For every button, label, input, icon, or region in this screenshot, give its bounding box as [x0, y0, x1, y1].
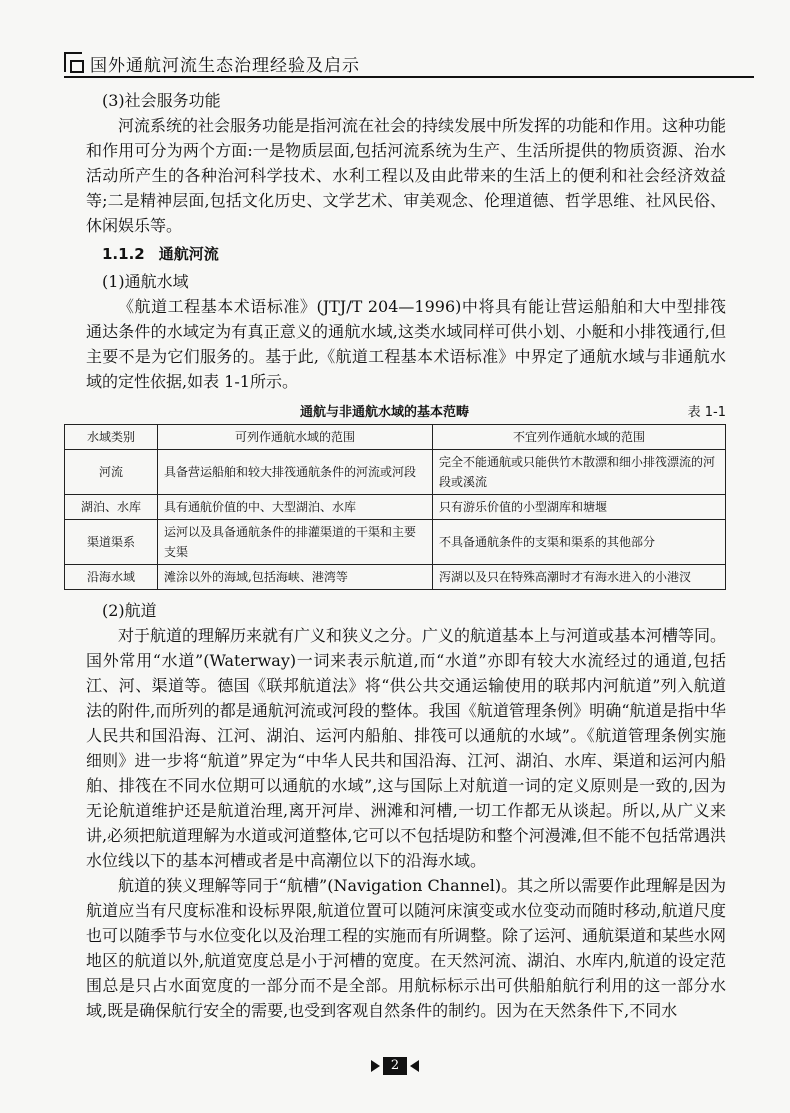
- table-cell-navigable: 具备营运船舶和较大排筏通航条件的河流或河段: [158, 450, 433, 495]
- table-number: 表 1-1: [687, 405, 726, 420]
- table-title: 通航与非通航水域的基本范畴: [300, 405, 470, 420]
- paragraph-channel-narrow: 航道的狭义理解等同于“航槽”(Navigation Channel)。其之所以需要作此理解是因为航道应当有尺度标准和设标界限,航道位置可以随河床演变或水位变动而随时移动,航道尺度也可以随季节与水位变化以及治理工程的实施而有所调整。除了运河、通航渠道和某些水网地区的航道以外,航道宽度总是小于河槽的宽度。在天然河流、湖泊、水库内,航道的设定范围总是只占水面宽度的一部分而不是全部。用航标标示出可供船舶航行利用的这一部分水域,既是确保航行安全的需要,也受到客观自然条件的制约。因为在天然条件下,不同水: [86, 876, 727, 1020]
- paragraph-navigable-waters: 《航道工程基本术语标准》(JTJ/T 204—1996)中将具有能让营运船舶和大中型排筏通达条件的水域定为有真正意义的通航水域,这类水域同样可供小划、小艇和小排筏通行,但主要不是为它们服务的。基于此,《航道工程基本术语标准》中界定了通航水域与非通航水域的定性依据,如表 1-1所示。: [86, 297, 726, 391]
- page-body: [80, 88, 727, 1023]
- table-row: [65, 565, 726, 590]
- table-header-cell: 不宜列作通航水域的范围: [433, 425, 726, 450]
- subsection-heading-navigable-waters: (1)通航水域: [102, 272, 189, 291]
- triangle-left-icon: [410, 1060, 419, 1072]
- section-number: 1.1.2: [102, 245, 145, 263]
- table-header-row: [65, 425, 726, 450]
- paragraph-social-function: 河流系统的社会服务功能是指河流在社会的持续发展中所发挥的功能和作用。这种功能和作用可分为两个方面:一是物质层面,包括河流系统为生产、生活所提供的物质资源、治水活动所产生的各种治河科学技术、水利工程以及由此带来的生活上的便利和社会经济效益等;二是精神层面,包括文化历史、文学艺术、审美观念、伦理道德、哲学思维、社风民俗、休闲娱乐等。: [86, 116, 727, 235]
- section-title: 通航河流: [158, 245, 219, 263]
- navigable-waters-table: [64, 424, 726, 590]
- table-caption: [86, 400, 726, 424]
- table-cell-navigable: 滩涂以外的海域,包括海峡、港湾等: [158, 565, 433, 590]
- page-number-value: 2: [383, 1057, 407, 1075]
- section-heading-1-1-2: [86, 242, 726, 267]
- table-row: [65, 495, 726, 520]
- table-cell-non-navigable: 不具备通航条件的支渠和渠系的其他部分: [433, 520, 726, 565]
- header-corner-mark: [64, 52, 82, 72]
- table-cell-type: 河流: [65, 450, 158, 495]
- subsection-heading-channel: (2)航道: [102, 601, 157, 620]
- table-cell-navigable: 运河以及具备通航条件的排灌渠道的干渠和主要支渠: [158, 520, 433, 565]
- running-header-title: 国外通航河流生态治理经验及启示: [90, 56, 360, 76]
- table-cell-non-navigable: 只有游乐价值的小型湖库和塘堰: [433, 495, 726, 520]
- table-cell-type: 沿海水域: [65, 565, 158, 590]
- table-cell-type: 湖泊、水库: [65, 495, 158, 520]
- running-header: [64, 50, 754, 78]
- paragraph-channel-broad: 对于航道的理解历来就有广义和狭义之分。广义的航道基本上与河道或基本河槽等同。国外常用“水道”(Waterway)一词来表示航道,而“水道”亦即有较大水流经过的通道,包括江、河、渠道等。德国《联邦航道法》将“供公共交通运输使用的联邦内河航道”列入航道法的附件,而所列的都是通航河流或河段的整体。我国《航道管理条例》明确“航道是指中华人民共和国沿海、江河、湖泊、运河内船舶、排筏可以通航的水域”。《航道管理条例实施细则》进一步将“航道”界定为“中华人民共和国沿海、江河、湖泊、水库、渠道和运河内船舶、排筏在不同水位期可以通航的水域”,这与国际上对航道一词的定义原则是一致的,因为无论航道维护还是航道治理,离开河岸、洲滩和河槽,一切工作都无从谈起。所以,从广义来讲,必须把航道理解为水道或河道整体,它可以不包括堤防和整个河漫滩,但不能不包括常遇洪水位线以下的基本河槽或者是中高潮位以下的沿海水域。: [86, 626, 727, 870]
- table-cell-navigable: 具有通航价值的中、大型湖泊、水库: [158, 495, 433, 520]
- table-cell-non-navigable: 泻湖以及只在特殊高潮时才有海水进入的小港汊: [433, 565, 726, 590]
- triangle-right-icon: [371, 1060, 380, 1072]
- subsection-heading-social-function: (3)社会服务功能: [102, 91, 221, 110]
- table-row: [65, 450, 726, 495]
- table-cell-non-navigable: 完全不能通航或只能供竹木散漂和细小排筏漂流的河段或溪流: [433, 450, 726, 495]
- table-row: [65, 520, 726, 565]
- table-header-cell: 水域类别: [65, 425, 158, 450]
- table-header-cell: 可列作通航水域的范围: [158, 425, 433, 450]
- table-cell-type: 渠道渠系: [65, 520, 158, 565]
- page-number: [355, 1056, 435, 1076]
